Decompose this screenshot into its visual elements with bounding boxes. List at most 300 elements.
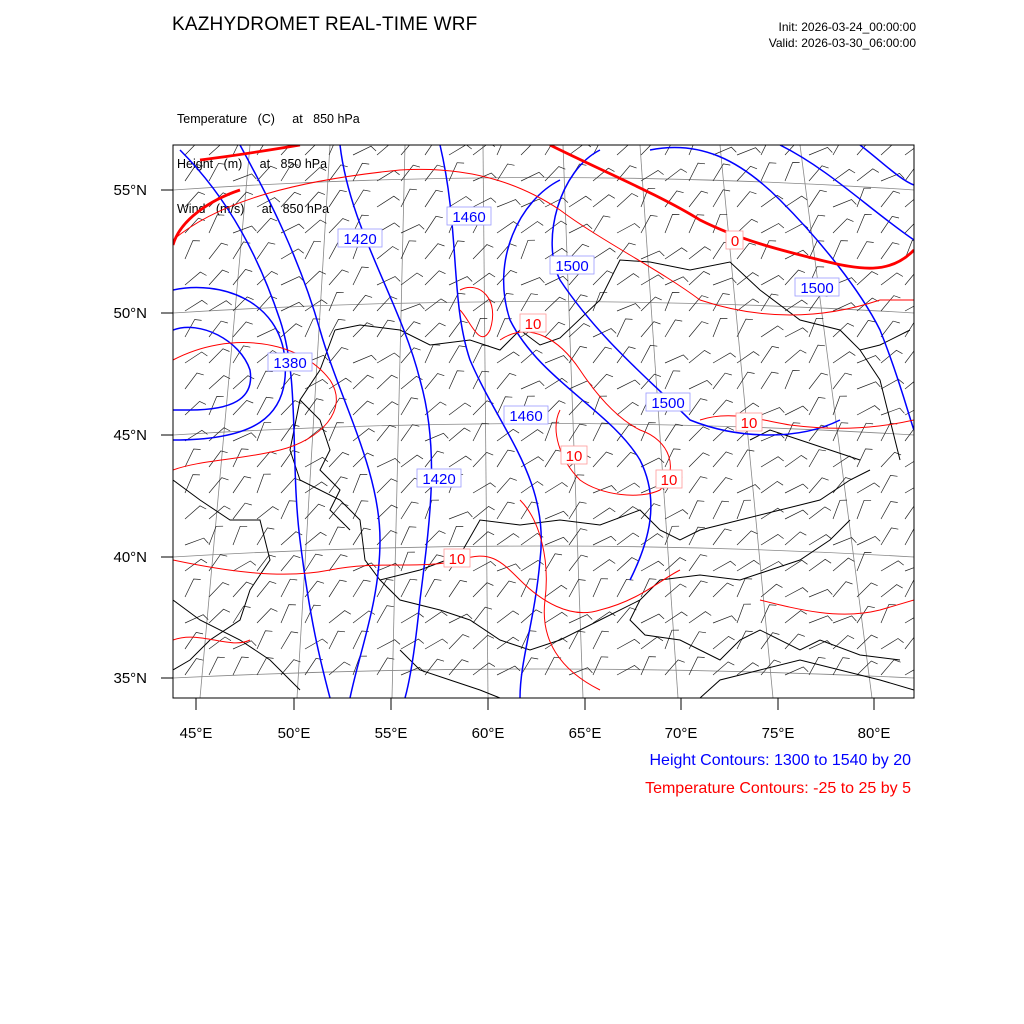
wind-barb [833,423,848,441]
wind-barb [521,199,544,207]
temp-label: 10 [524,316,542,333]
wind-barb [905,579,921,597]
temp-label: 10 [660,472,678,489]
wind-barb [809,318,823,337]
height-label: 1460 [452,209,486,226]
wind-barb [809,507,831,519]
wind-barb [377,425,396,441]
wind-barb [233,526,247,545]
wind-barb [665,584,686,597]
wind-barb [425,402,446,415]
wind-barb [713,147,736,155]
wind-barb [449,346,466,363]
wind-barb [809,450,826,467]
wind-barb [545,483,568,494]
wind-barb [521,430,543,441]
wind-barb [857,242,874,259]
wind-barb [857,553,872,572]
wind-barb [905,456,928,467]
wind-barb [833,241,848,259]
lon-label: 80°E [857,725,891,742]
wind-barb [881,475,898,493]
wind-barb [905,219,925,233]
wind-barb [281,192,301,207]
wind-barb [473,452,493,467]
wind-barb [425,374,444,390]
wind-barb [185,579,201,597]
wind-barb [785,328,808,337]
wind-barb [353,453,374,467]
wind-barb [689,581,708,597]
wind-barb [569,424,587,441]
height-label: 1500 [800,280,834,297]
wind-barb [497,164,515,181]
wind-barb [785,300,808,311]
wind-barb [209,451,228,467]
field-wind: Wind (m/s) at 850 hPa [177,202,330,216]
wind-barb [713,294,730,312]
wind-barb [785,611,807,623]
wind-barb [905,302,928,312]
wind-barb [905,483,928,493]
wind-barb [905,270,924,285]
wind-barb [857,500,871,519]
wind-barb [281,632,298,649]
wind-barb [833,616,856,623]
wind-barb [857,215,872,234]
wind-barb [377,277,400,286]
wind-barb [425,216,443,233]
wind-barb [209,163,226,181]
wind-barb [713,478,732,494]
wind-barbs [185,137,928,676]
wind-barb [617,639,640,649]
wind-barb [377,606,394,623]
wind-barb [593,536,616,545]
wind-barb [185,373,204,389]
wind-barb [185,241,200,259]
wind-barb [665,355,688,363]
wind-barb [425,323,446,337]
lon-label: 65°E [568,725,602,742]
lon-label: 45°E [179,725,213,742]
wind-barb [545,221,567,233]
wind-barb [881,321,900,337]
wind-barb [497,352,519,363]
wind-barb [761,224,784,234]
wind-barb [617,533,639,545]
wind-barb [689,453,710,467]
wind-barb [473,583,493,597]
lon-label: 55°E [374,725,408,742]
wind-barb [353,163,369,181]
wind-barb [401,398,418,415]
wind-barb [233,400,253,415]
wind-barb [209,376,230,389]
lat-label: 50°N [113,305,147,322]
wind-barb [425,244,445,259]
wind-barb [521,172,544,181]
wind-barb [281,277,304,285]
wind-barb [641,423,656,441]
height-label: 1380 [273,355,307,372]
wind-barb [497,319,512,337]
wind-barb [881,528,898,545]
wind-barb [569,346,587,363]
wind-barb [185,538,208,545]
wind-barb [401,225,424,234]
wind-barb [809,147,832,155]
wind-barb [689,501,704,519]
wind-barb [737,485,760,493]
wind-barb [521,240,535,259]
wind-barb [881,408,904,415]
wind-barb [353,580,371,597]
wind-barb [281,605,296,623]
wind-barb [785,510,808,519]
height-label: 1420 [343,231,377,248]
wind-barb [881,142,902,156]
wind-barb [281,556,300,572]
wind-barb [353,295,372,311]
wind-barb [521,294,538,311]
wind-barb [617,304,640,312]
wind-barb [857,382,880,389]
wind-barb [257,658,274,676]
wind-barb [737,148,760,155]
lon-label: 60°E [471,725,505,742]
height-label: 1500 [651,395,685,412]
wind-barb [857,169,879,181]
wind-barb [569,580,586,598]
wind-barb [833,200,856,208]
wind-barb [545,167,565,182]
wind-barb [305,482,327,493]
wind-barb [713,452,733,467]
wind-barb [737,450,754,467]
wind-barb [809,535,832,545]
wind-barb [209,428,230,441]
wind-barb [353,474,367,493]
wind-barb [713,318,727,337]
wind-barb [401,140,421,155]
wind-barb [281,425,299,441]
wind-barb [689,247,711,259]
wind-barb [617,579,633,597]
init-time: Init: 2026-03-24_00:00:00 [778,20,916,34]
wind-barb [713,373,732,389]
wind-barb [641,614,664,623]
wind-barb [785,634,805,649]
wind-barb [713,501,729,519]
wind-barb [353,501,368,519]
wind-barb [425,271,446,285]
latitude-labels [113,182,147,687]
wind-barb [833,658,850,675]
wind-barb [425,190,443,207]
wind-barb [377,247,399,260]
wind-barb [473,423,489,441]
wind-barb [737,166,757,181]
wind-barb [329,662,350,675]
wind-barb [809,295,827,311]
wind-barb [737,531,758,545]
temp-label: 10 [740,415,758,432]
wind-barb [689,271,710,285]
wind-barb [569,164,586,181]
wind-barb [833,636,854,650]
field-height: Height (m) at 850 hPa [177,157,328,171]
wind-barb [473,401,494,415]
wind-barb [761,137,777,155]
wind-barb [689,137,704,156]
wind-barb [905,528,922,546]
wind-barb [809,190,827,207]
wind-barb [593,508,615,519]
wind-barb [209,349,230,363]
wind-barb [665,138,682,156]
wind-barb [857,406,880,415]
height-labels [268,207,839,488]
wind-barb [257,371,273,389]
wind-barb [449,403,471,415]
wind-barb [785,196,807,207]
wind-barb [185,272,207,285]
wind-barb [473,198,496,207]
height-legend: Height Contours: 1300 to 1540 by 20 [649,752,911,769]
wind-barb [233,561,256,571]
wind-barb [449,371,464,389]
wind-barb [329,293,344,312]
wind-barb [761,163,776,181]
wind-barb [257,507,279,519]
wind-barb [857,606,875,623]
wind-barb [545,657,561,675]
wind-barb [713,529,732,545]
wind-barb [665,424,683,441]
wind-barb [401,579,417,597]
wind-barb [545,585,567,597]
wind-barb [857,483,880,493]
wind-barb [497,564,520,571]
wind-barb [833,138,850,155]
wind-barb [377,142,398,155]
wind-barb [857,635,878,649]
wind-barb [785,560,808,571]
lat-label: 40°N [113,549,147,566]
wind-barb [809,589,832,597]
wind-barb [233,322,253,337]
wind-barb [305,532,327,545]
wind-barb [761,346,779,363]
wind-barb [665,660,685,675]
wind-barb [233,433,256,441]
wind-barb [785,371,800,390]
wind-barb [881,502,898,520]
wind-barb [713,190,730,207]
wind-barb [377,658,394,675]
wind-barb [785,588,808,597]
wind-barb [425,612,447,623]
wind-barb [329,611,351,623]
wind-barb [713,583,734,597]
wind-barb [473,607,492,623]
temperature-legend: Temperature Contours: -25 to 25 by 5 [645,780,911,797]
wind-barb [401,667,424,675]
wind-barb [593,631,609,649]
wind-barb [737,604,751,623]
wind-barb [545,554,562,571]
wind-barb [785,406,808,415]
wind-barb [353,190,370,207]
wind-barb [641,561,664,571]
wind-barb [689,399,707,415]
wind-barb [905,194,926,207]
wind-barb [473,371,489,389]
wind-barb [185,352,207,363]
wind-barb [305,220,326,233]
wind-barb [665,320,682,337]
wind-barb [281,164,298,181]
wind-barb [521,381,544,389]
wind-barb [449,512,472,519]
wind-barb [305,141,326,155]
wind-barb [257,422,271,441]
wind-barb [377,563,400,571]
wind-barb [809,345,825,363]
wind-barb [497,666,520,675]
wind-barb [617,142,638,155]
wind-barb [881,273,903,285]
wind-barb [545,612,568,623]
wind-barb [185,300,208,311]
wind-barb [257,555,276,571]
wind-barb [377,375,398,389]
wind-barb [617,483,640,493]
wind-barb [473,245,493,259]
wind-barb [449,635,469,650]
wind-barb [761,275,784,285]
wind-barb [881,639,904,650]
wind-barb [473,635,494,649]
wind-barb [521,278,544,285]
wind-barb [401,425,419,441]
wind-barb [785,532,806,545]
wind-barb [353,323,373,337]
wind-barb [737,579,752,597]
wind-barb [257,474,271,493]
wind-barb [761,534,784,545]
wind-barb [329,631,345,649]
wind-barb [521,222,543,234]
wind-barb [497,373,516,389]
wind-barb [665,510,688,519]
wind-barb [617,224,640,234]
wind-barb [617,194,638,208]
wind-barb [689,477,707,493]
wind-barb [833,558,854,571]
wind-barb [641,251,664,259]
wind-barb [809,616,832,623]
wind-barb [545,356,568,363]
wind-barb [353,267,369,285]
wind-barb [377,640,400,649]
wind-barb [617,347,636,363]
wind-barb [713,400,733,415]
wind-barb [593,579,608,597]
wind-barb [833,582,853,597]
wind-barb [593,216,610,233]
wind-barb [209,215,224,233]
wind-barb [497,478,517,493]
wind-barb [641,579,656,597]
wind-barb [857,356,880,364]
wind-barb [617,274,639,285]
wind-barb [185,141,206,155]
wind-barb [761,457,784,467]
wind-barb [329,452,349,467]
wind-barb [377,505,398,519]
wind-barb [905,376,927,389]
wind-barb [305,241,321,259]
wind-barb [329,190,347,207]
wind-barb [761,294,778,311]
wind-barb [401,304,424,311]
wind-barb [209,243,228,259]
wind-barb [857,140,877,155]
wind-barb [545,322,565,337]
wind-barb [761,408,784,416]
height-label: 1420 [422,471,456,488]
wind-barb [449,277,472,285]
wind-barb [233,657,249,675]
wind-barb [881,243,899,259]
wind-barb [377,353,400,363]
wind-barb [713,561,736,571]
wind-barb [305,554,323,571]
wind-barb [401,613,424,623]
wind-barb [689,612,711,623]
wind-barb [761,584,783,597]
wind-barb [185,632,203,649]
wind-barb [617,402,639,415]
wind-barb [665,612,687,623]
wind-barb [449,145,472,155]
wind-barb [593,195,615,207]
wind-barb [185,615,208,623]
wind-barb [545,297,566,311]
wind-barb [569,475,584,493]
wind-barb [209,609,230,623]
wind-barb [449,197,472,208]
wind-barb [617,665,640,675]
map-content [173,137,928,699]
wind-barb [809,241,824,259]
wind-barb [449,614,472,623]
wind-barb [377,579,393,597]
chart-title: KAZHYDROMET REAL-TIME WRF [172,14,478,35]
wind-barb [281,478,301,493]
wind-barb [257,271,278,285]
wind-barb [353,375,374,389]
wind-barb [425,451,444,467]
height-label: 1500 [555,258,589,275]
wind-barb [401,455,423,467]
wind-barb [377,196,400,207]
wind-barb [329,270,349,285]
wind-barb [713,616,736,623]
wind-barb [641,215,658,233]
